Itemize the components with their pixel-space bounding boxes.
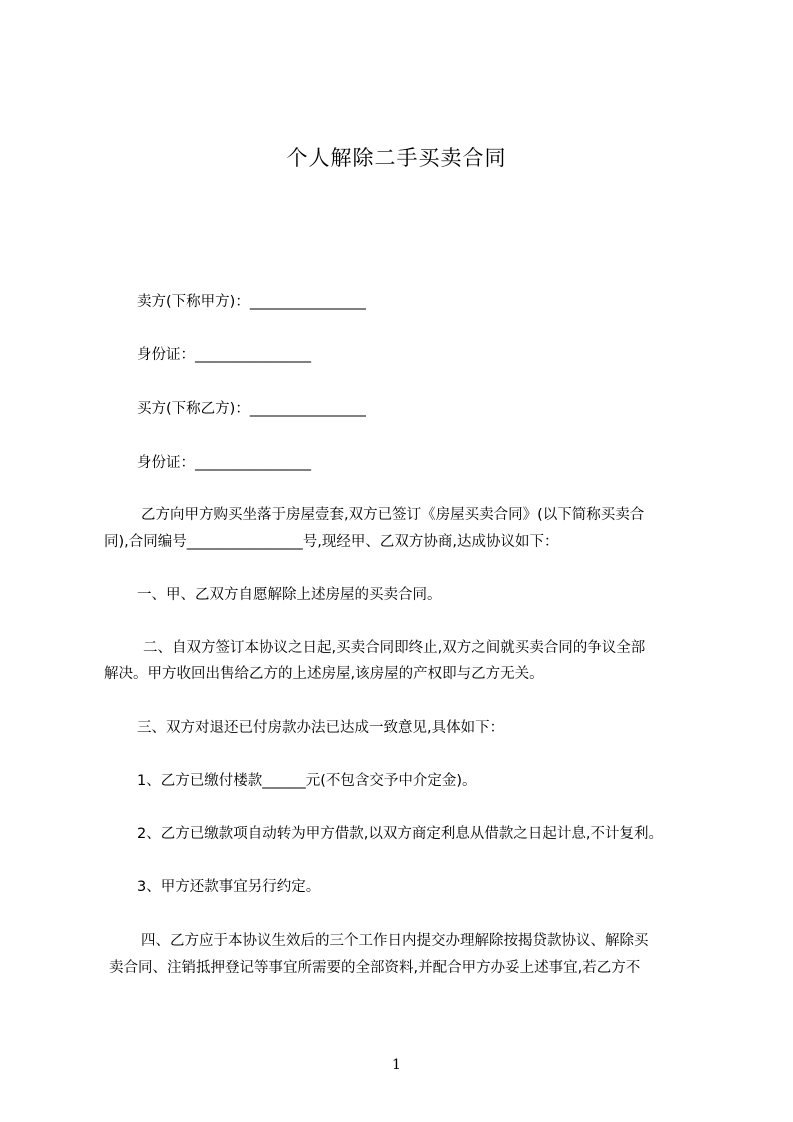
document-title: 个人解除二手买卖合同	[286, 146, 507, 170]
clause-4-line-1: 四、乙方应于本协议生效后的三个工作日内提交办理解除按揭贷款协议、解除买	[141, 933, 649, 949]
clause-3-item-3: 3、甲方还款事宜另行约定。	[137, 879, 321, 895]
buyer-id-line: 身份证：________________	[137, 455, 311, 471]
clause-3: 三、双方对退还已付房款办法已达成一致意见,具体如下：	[137, 720, 505, 736]
clause-3-item-2: 2、乙方已缴款项自动转为甲方借款,以双方商定利息从借款之日起计息,不计复利。	[137, 826, 663, 842]
intro-paragraph-line-1: 乙方向甲方购买坐落于房屋壹套,双方已签订《房屋买卖合同》(以下简称买卖合	[141, 507, 645, 523]
clause-3-item-1: 1、乙方已缴付楼款______元(不包含交予中介定金)。	[137, 773, 477, 789]
clause-4-line-2: 卖合同、注销抵押登记等事宜所需要的全部资料,并配合甲方办妥上述事宜,若乙方不	[109, 960, 641, 976]
clause-2-line-1: 二、自双方签订本协议之日起,买卖合同即终止,双方之间就买卖合同的争议全部	[143, 640, 646, 656]
clause-1: 一、甲、乙双方自愿解除上述房屋的买卖合同。	[137, 587, 442, 603]
intro-paragraph-line-2: 同),合同编号________________号,现经甲、乙双方协商,达成协议如下：	[104, 534, 559, 550]
seller-line: 卖方(下称甲方)：________________	[137, 294, 366, 310]
seller-id-line: 身份证：________________	[137, 347, 311, 363]
page-number: 1	[392, 1057, 401, 1073]
clause-2-line-2: 解决。甲方收回出售给乙方的上述房屋,该房屋的产权即与乙方无关。	[104, 666, 544, 682]
buyer-line: 买方(下称乙方)：________________	[137, 401, 366, 417]
